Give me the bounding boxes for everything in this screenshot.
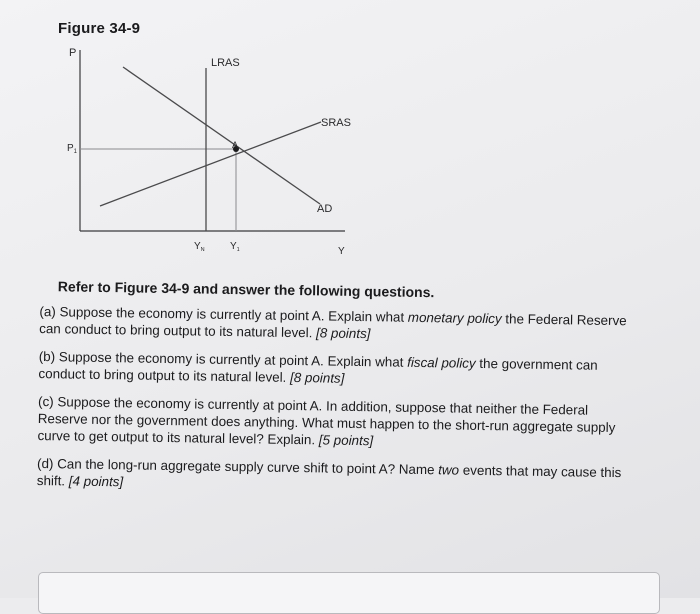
question-d-emphasis: two — [438, 462, 460, 478]
question-d-points: [4 points] — [68, 473, 124, 490]
y-axis-label: P — [69, 47, 77, 59]
x-axis-label: Y — [338, 246, 345, 257]
question-a-points: [8 points] — [315, 325, 371, 342]
question-c — [37, 393, 638, 453]
output-label-sub: 1 — [236, 247, 240, 253]
figure-diagram — [0, 0, 700, 280]
questions-block — [37, 278, 640, 509]
question-d-text-start: (d) Can the long-run aggregate supply curve shift to point A? Name — [36, 455, 439, 478]
natural-output-label-main: Y — [194, 241, 201, 252]
ad-curve — [123, 67, 320, 204]
natural-output-label-sub: N — [200, 247, 205, 253]
question-d — [37, 455, 637, 498]
question-b-emphasis: fiscal policy — [407, 354, 476, 371]
instructions-heading: Refer to Figure 34-9 and answer the following questions. — [57, 278, 435, 301]
price-level-label-sub: 1 — [73, 149, 78, 155]
output-label-main: Y — [230, 241, 237, 252]
figure-title: Figure 34-9 — [58, 20, 141, 37]
question-b-text-end: the government can conduct to bring output to its natural level. — [38, 355, 598, 385]
sras-curve — [100, 122, 321, 206]
lras-label: LRAS — [211, 57, 240, 69]
question-b — [38, 348, 638, 391]
price-level-label-main: P — [67, 143, 74, 154]
output-label — [230, 241, 240, 253]
price-level-label — [67, 143, 78, 155]
natural-output-label — [194, 241, 205, 253]
question-a-text-end: the Federal Reserve can conduct to bring output to its natural level. — [39, 311, 627, 341]
question-b-text-start: (b) Suppose the economy is currently at point A. Explain what — [38, 348, 408, 370]
question-c-points: [5 points] — [318, 432, 374, 449]
question-a-emphasis: monetary policy — [407, 309, 502, 327]
question-a — [39, 303, 639, 346]
answer-input-box[interactable] — [38, 572, 660, 614]
question-d-text-end: events that may cause this shift. — [36, 462, 622, 489]
question-c-text: (c) Suppose the economy is currently at point A. In addition, suppose that neither the Federal Reserve nor the government does anything. What must happen to the short-run aggregate supply curve to get output to its natural level? Explain. — [37, 393, 616, 448]
sras-label: SRAS — [321, 117, 351, 129]
ad-label: AD — [317, 203, 333, 215]
point-a-label: A — [232, 140, 239, 150]
question-b-points: [8 points] — [289, 369, 345, 386]
question-a-text-start: (a) Suppose the economy is currently at point A. Explain what — [39, 303, 408, 325]
